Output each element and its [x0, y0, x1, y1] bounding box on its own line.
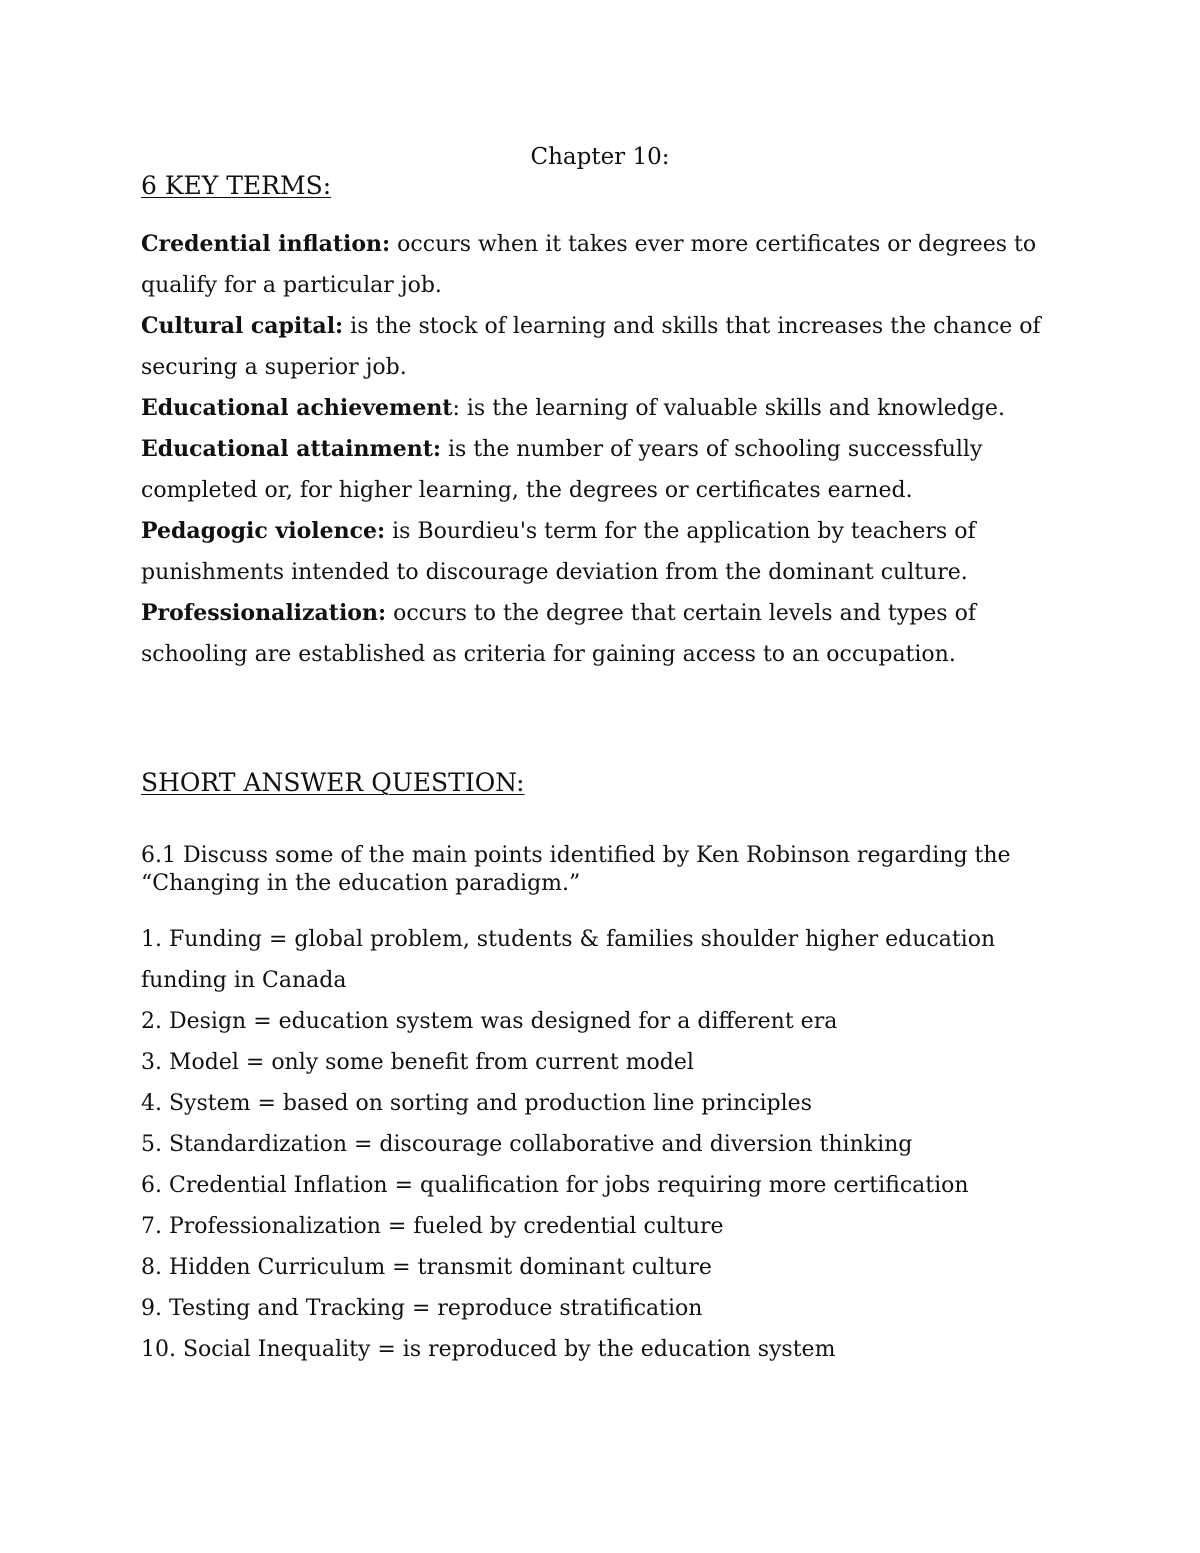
list-item: 8. Hidden Curriculum = transmit dominant culture: [141, 1255, 712, 1280]
term-entry: [141, 593, 1081, 675]
list-item: 10. Social Inequality = is reproduced by the education system: [141, 1337, 836, 1362]
term-name: Cultural capital:: [141, 313, 344, 339]
term-entry: [141, 224, 1081, 306]
term-definition: is the stock of learning and skills that increases the chance of securing a superior job.: [141, 314, 1041, 380]
term-definition: is Bourdieu's term for the application by teachers of punishments intended to discourage deviation from the dominant culture.: [141, 519, 976, 585]
answer-list: [141, 919, 1081, 1370]
term-definition: occurs to the degree that certain levels and types of schooling are established as criteria for gaining access to an occupation.: [141, 601, 976, 667]
key-terms-list: [141, 224, 1081, 675]
term-entry: [141, 388, 1081, 429]
term-name: Educational achievement: [141, 395, 453, 421]
term-name: Professionalization:: [141, 600, 387, 626]
list-item: 6. Credential Inflation = qualification for jobs requiring more certification: [141, 1173, 969, 1198]
term-entry: [141, 306, 1081, 388]
term-definition: occurs when it takes ever more certificates or degrees to qualify for a particular job.: [141, 232, 1037, 298]
term-name: Educational attainment:: [141, 436, 441, 462]
list-item: 3. Model = only some benefit from current model: [141, 1050, 694, 1075]
list-item: 5. Standardization = discourage collaborative and diversion thinking: [141, 1132, 913, 1157]
key-terms-heading: 6 KEY TERMS:: [141, 171, 332, 200]
question-text: 6.1 Discuss some of the main points identified by Ken Robinson regarding the “Changing in the education paradigm.”: [141, 843, 1011, 896]
term-name: Credential inflation:: [141, 231, 391, 257]
term-entry: [141, 429, 1081, 511]
list-item: 2. Design = education system was designed for a different era: [141, 1009, 838, 1034]
list-item: 1. Funding = global problem, students & families shoulder higher education funding in Canada: [141, 927, 996, 993]
short-answer-heading: SHORT ANSWER QUESTION:: [141, 768, 525, 797]
chapter-title: Chapter 10:: [530, 144, 670, 170]
list-item: 7. Professionalization = fueled by credential culture: [141, 1214, 724, 1239]
list-item: 4. System = based on sorting and production line principles: [141, 1091, 812, 1116]
list-item: 9. Testing and Tracking = reproduce stratification: [141, 1296, 703, 1321]
term-definition: is the number of years of schooling successfully completed or, for higher learning, the degrees or certificates earned.: [141, 437, 983, 503]
term-name: Pedagogic violence:: [141, 518, 386, 544]
term-entry: [141, 511, 1081, 593]
term-definition: : is the learning of valuable skills and knowledge.: [452, 396, 1005, 421]
